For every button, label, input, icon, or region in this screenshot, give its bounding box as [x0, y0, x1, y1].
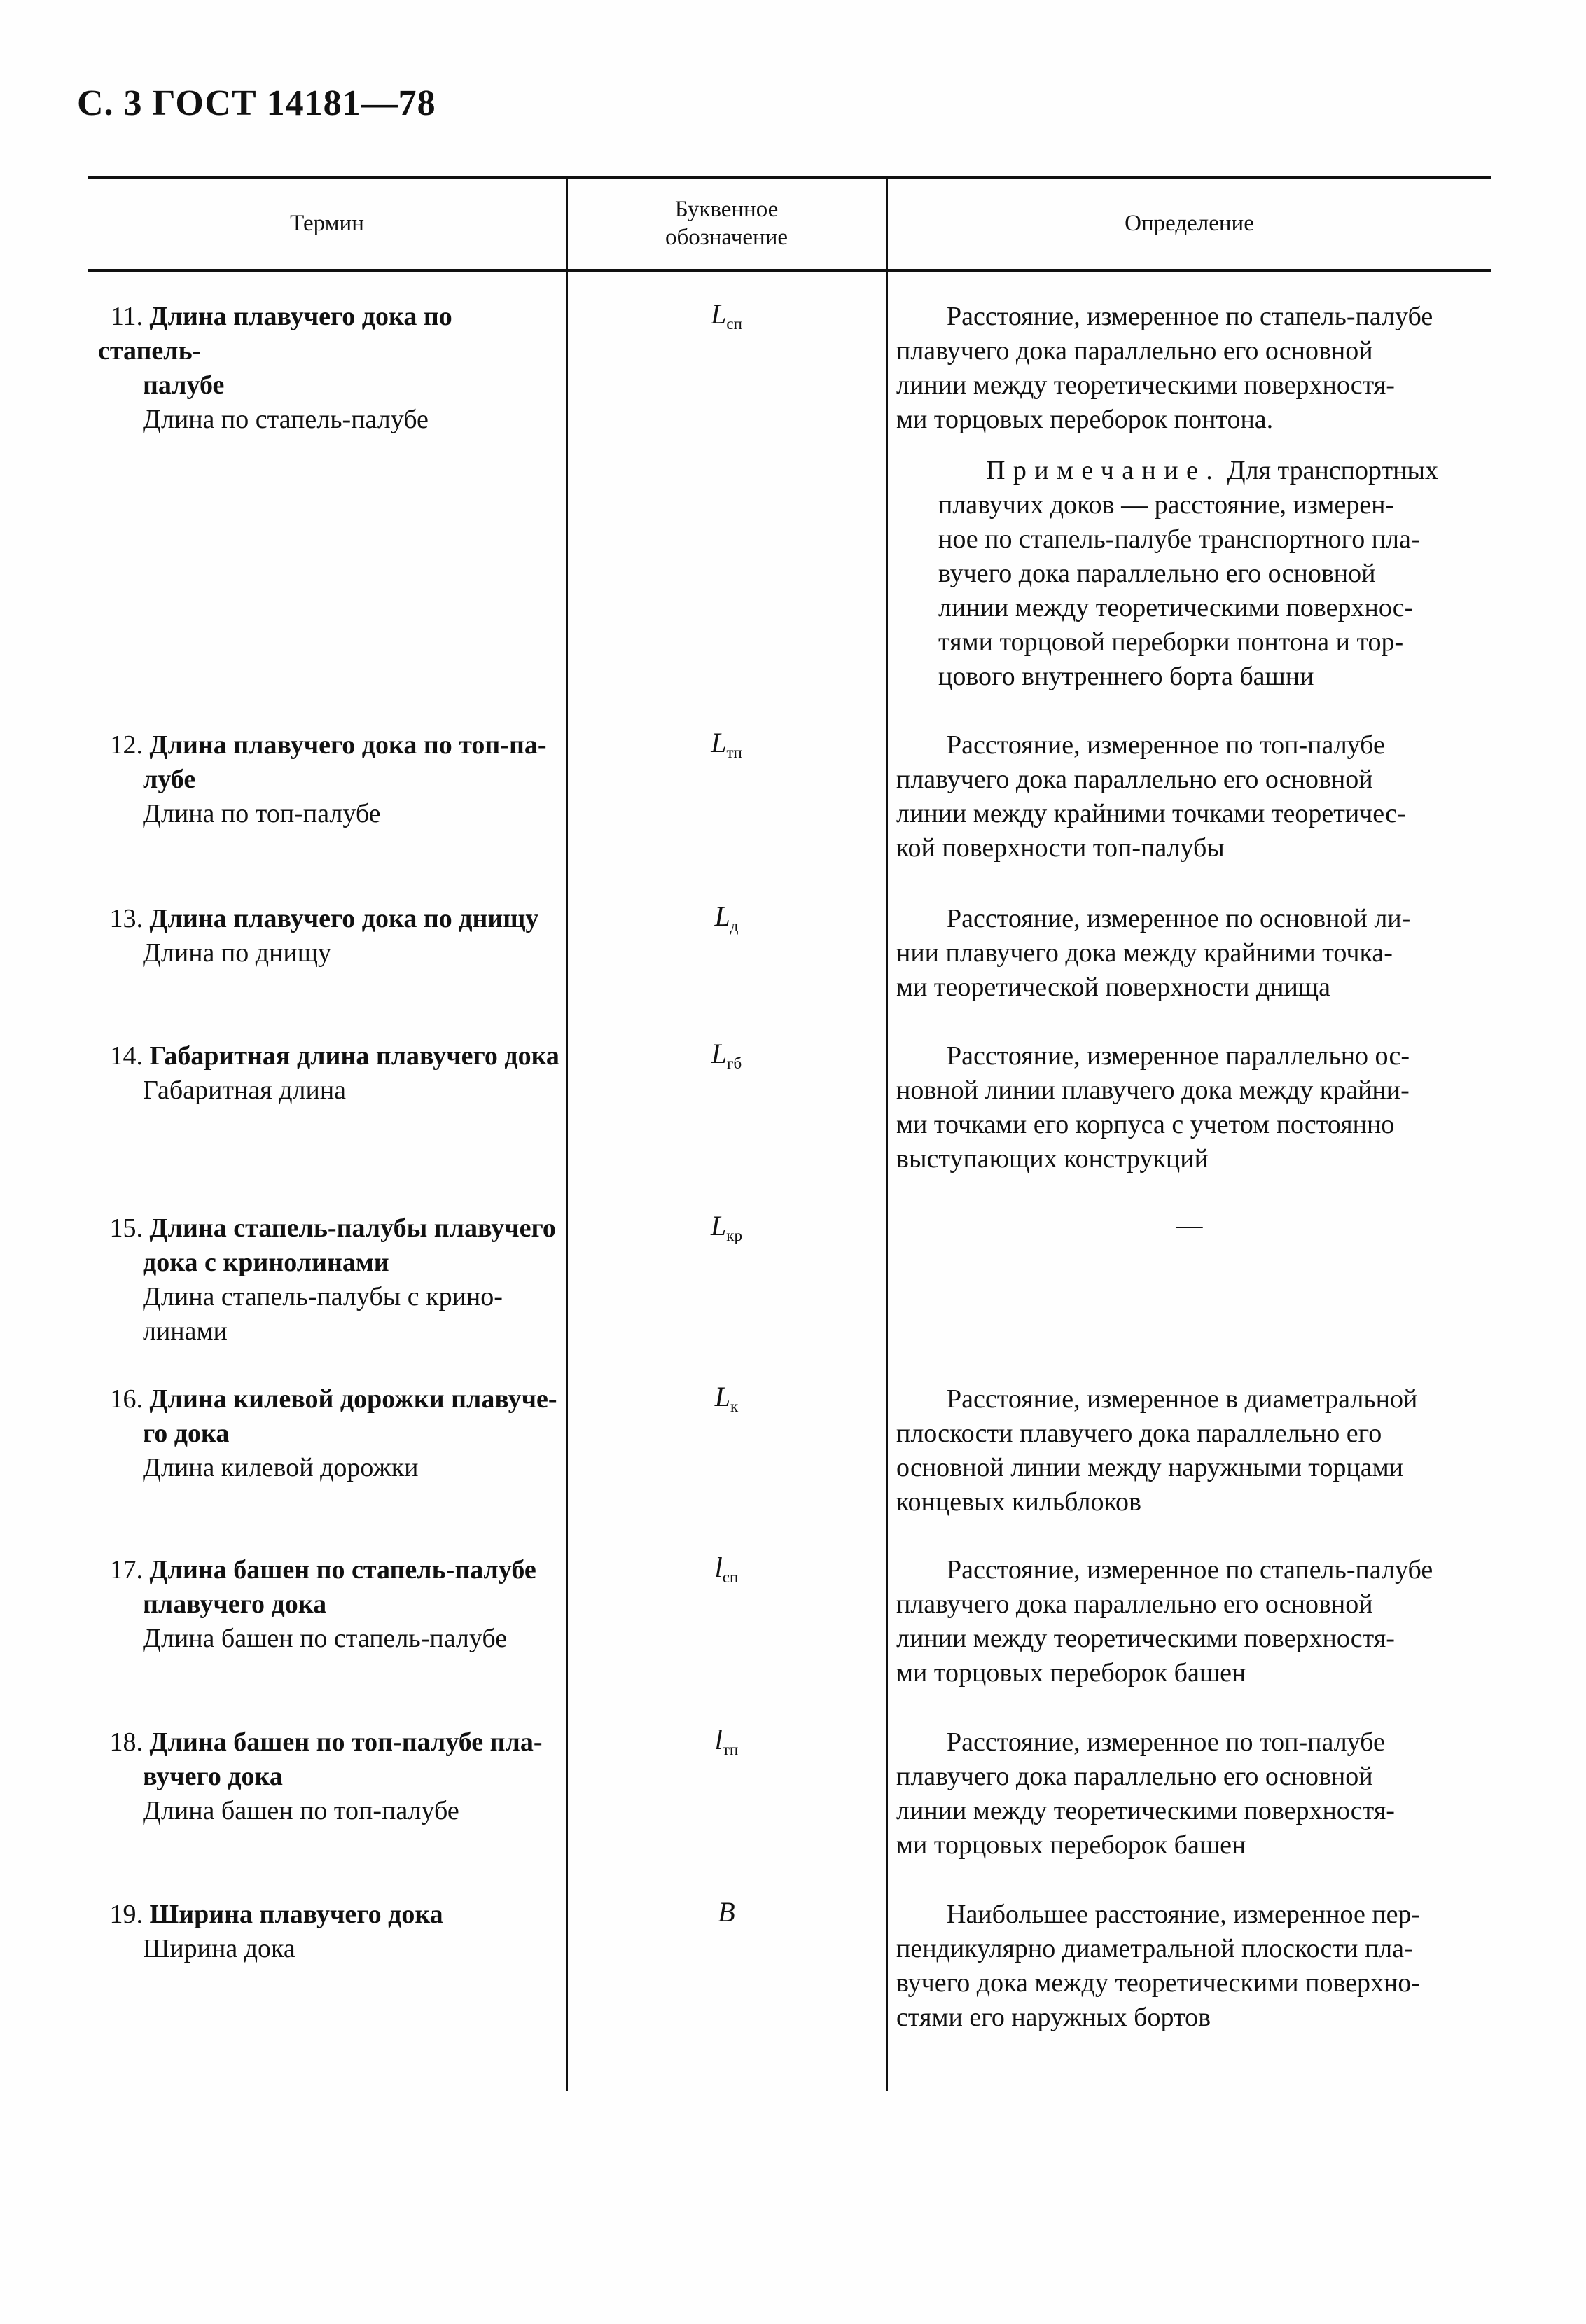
symbol-subscript: сп — [722, 1568, 739, 1587]
definition-line: Расстояние, измеренное по топ-палубе — [947, 1727, 1385, 1757]
symbol-subscript: тп — [726, 744, 742, 762]
definition-cell — [896, 1382, 1479, 1519]
definition-line: основной линии между наружными торцами — [896, 1453, 1403, 1482]
definition-line: Расстояние, измеренное по стапель-палубе — [947, 1555, 1433, 1585]
symbol-letter: L — [711, 1210, 727, 1241]
definition-line: плавучего дока параллельно его основной — [896, 1762, 1373, 1791]
definition-cell — [896, 1039, 1479, 1176]
definition-line: плавучего дока параллельно его основной — [896, 1589, 1373, 1619]
definition-line: Расстояние, измеренное по топ-палубе — [947, 730, 1385, 760]
symbol-letter: L — [711, 298, 727, 330]
definition-line: плоскости плавучего дока параллельно его — [896, 1419, 1382, 1448]
term-title: Длина плавучего дока по топ-па- — [149, 730, 547, 760]
term-number: 19. — [109, 1900, 143, 1929]
term-title-continued: плавучего дока — [143, 1589, 327, 1619]
term-cell — [98, 1211, 560, 1349]
note-line: плавучих доков — расстояние, измерен- — [938, 490, 1395, 520]
term-title: Габаритная длина плавучего дока — [149, 1041, 559, 1071]
term-cell — [98, 1898, 560, 1966]
definition-line: пендикулярно диаметральной плоскости пла- — [896, 1934, 1413, 1963]
definition-line: плавучего дока параллельно его основной — [896, 336, 1373, 366]
note-line: тями торцовой переборки понтона и тор- — [938, 627, 1404, 657]
symbol-subscript: гб — [727, 1055, 742, 1073]
definition-line: новной линии плавучего дока между крайни- — [896, 1076, 1410, 1105]
term-title: Длина башен по топ-палубе пла- — [149, 1727, 543, 1757]
term-title: Ширина плавучего дока — [149, 1900, 443, 1929]
term-number: 17. — [109, 1555, 143, 1585]
symbol-cell — [567, 1895, 886, 1939]
column-header-term — [88, 178, 566, 269]
definition-line: линии между теоретическими поверхностя- — [896, 1796, 1395, 1825]
symbol-letter: L — [711, 727, 727, 758]
symbol-cell — [567, 1550, 886, 1594]
column-header-symbol-line1: Буквенное — [674, 197, 779, 222]
table-header-rule — [88, 269, 1491, 272]
term-cell — [98, 300, 560, 437]
definition-line: стями его наружных бортов — [896, 2003, 1211, 2032]
symbol-subscript: д — [730, 917, 739, 935]
definition-line: выступающих конструкций — [896, 1144, 1209, 1174]
definition-line: Расстояние, измеренное в диаметральной — [947, 1384, 1418, 1414]
definition-line: ми теоретической поверхности днища — [896, 973, 1330, 1002]
term-cell — [98, 1553, 560, 1656]
term-title: Длина стапель-палубы плавучего — [149, 1213, 556, 1243]
symbol-letter: B — [718, 1896, 735, 1928]
term-cell — [98, 1039, 560, 1108]
term-cell — [98, 1725, 560, 1828]
symbol-cell — [567, 1379, 886, 1424]
symbol-letter: L — [711, 1038, 728, 1069]
term-cell — [98, 728, 560, 831]
term-short-form: Габаритная длина — [143, 1076, 347, 1105]
definition-cell — [896, 902, 1479, 1005]
definition-cell — [896, 728, 1479, 865]
definition-line: Расстояние, измеренное по стапель-палубе — [947, 302, 1433, 331]
note-line: цового внутреннего борта башни — [938, 662, 1314, 691]
term-title-continued: лубе — [143, 765, 196, 794]
term-title-continued: палубе — [143, 370, 225, 400]
note-line: Для транспортных — [1227, 456, 1438, 485]
definition-line: линии между теоретическими поверхностя- — [896, 1624, 1395, 1653]
page-header: С. 3 ГОСТ 14181—78 — [77, 83, 436, 123]
symbol-subscript: тп — [722, 1741, 739, 1759]
definition-line: Наибольшее расстояние, измеренное пер- — [947, 1900, 1421, 1929]
term-title: Длина килевой дорожки плавуче- — [149, 1384, 557, 1414]
symbol-subscript: к — [730, 1398, 739, 1416]
definition-line: Расстояние, измеренное по основной ли- — [947, 904, 1411, 933]
symbol-cell — [567, 1209, 886, 1253]
column-divider-1 — [566, 178, 568, 2091]
term-number: 11. — [110, 302, 143, 331]
term-short-form-continued: линами — [143, 1316, 228, 1346]
definition-line: концевых кильблоков — [896, 1487, 1141, 1517]
term-title-continued: вучего дока — [143, 1762, 283, 1791]
column-header-symbol-line2: обозначение — [665, 225, 788, 250]
definition-line: Расстояние, измеренное параллельно ос- — [947, 1041, 1410, 1071]
definition-line: ми торцовых переборок понтона. — [896, 405, 1274, 434]
definition-line: нии плавучего дока между крайними точка- — [896, 938, 1393, 968]
symbol-cell — [567, 1723, 886, 1767]
symbol-letter: L — [714, 1381, 731, 1412]
column-header-term-label: Термин — [290, 211, 364, 236]
term-number: 13. — [109, 904, 143, 933]
definition-cell — [896, 1898, 1479, 2035]
term-number: 12. — [109, 730, 143, 760]
definition-line: линии между теоретическими поверхностя- — [896, 370, 1395, 400]
note-line: вучего дока параллельно его основной — [938, 559, 1376, 588]
symbol-subscript: сп — [726, 315, 742, 333]
term-short-form: Длина башен по стапель-палубе — [143, 1624, 508, 1653]
symbol-cell — [567, 1036, 886, 1080]
term-title-continued: го дока — [143, 1419, 230, 1448]
column-header-symbol — [567, 178, 886, 269]
definition-line: плавучего дока параллельно его основной — [896, 765, 1373, 794]
term-short-form: Длина по стапель-палубе — [143, 405, 429, 434]
column-header-definition-label: Определение — [1125, 211, 1254, 236]
symbol-cell — [567, 899, 886, 943]
note-line: линии между теоретическими поверхнос- — [938, 593, 1414, 622]
term-number: 18. — [109, 1727, 143, 1757]
term-number: 15. — [109, 1213, 143, 1243]
term-number: 16. — [109, 1384, 143, 1414]
term-cell — [98, 902, 560, 970]
term-short-form: Длина килевой дорожки — [143, 1453, 419, 1482]
symbol-cell — [567, 297, 886, 341]
term-short-form: Длина башен по топ-палубе — [143, 1796, 459, 1825]
term-cell — [98, 1382, 560, 1485]
term-title: Длина плавучего дока по днищу — [149, 904, 539, 933]
definition-line: ми торцовых переборок башен — [896, 1830, 1246, 1860]
note-cell — [938, 454, 1479, 694]
symbol-cell — [567, 725, 886, 770]
symbol-letter: l — [714, 1552, 723, 1583]
column-header-definition — [887, 178, 1491, 269]
column-divider-2 — [886, 178, 888, 2091]
definition-line: кой поверхности топ-палубы — [896, 833, 1225, 863]
term-short-form: Длина стапель-палубы с крино- — [143, 1282, 503, 1311]
definition-cell — [896, 300, 1479, 437]
definition-line: вучего дока между теоретическими поверхно- — [896, 1968, 1421, 1998]
symbol-subscript: кр — [726, 1227, 742, 1245]
definition-line: ми точками его корпуса с учетом постоянно — [896, 1110, 1395, 1139]
definition-line: линии между крайними точками теоретичес- — [896, 799, 1406, 828]
definition-line: ми торцовых переборок башен — [896, 1658, 1246, 1688]
symbol-letter: L — [714, 900, 730, 932]
symbol-letter: l — [714, 1724, 723, 1755]
term-title: Длина башен по стапель-палубе — [149, 1555, 536, 1585]
note-label: Примечание. — [986, 456, 1221, 485]
definition-cell — [896, 1553, 1479, 1690]
note-line: ное по стапель-палубе транспортного пла- — [938, 524, 1420, 554]
term-short-form: Длина по топ-палубе — [143, 799, 381, 828]
definition-cell — [896, 1725, 1479, 1863]
term-title-continued: дока с кринолинами — [143, 1248, 389, 1277]
term-short-form: Ширина дока — [143, 1934, 295, 1963]
term-number: 14. — [109, 1041, 143, 1071]
term-title: Длина плавучего дока по стапель- — [98, 302, 452, 366]
term-short-form: Длина по днищу — [143, 938, 332, 968]
definition-dash: — — [1176, 1211, 1203, 1240]
